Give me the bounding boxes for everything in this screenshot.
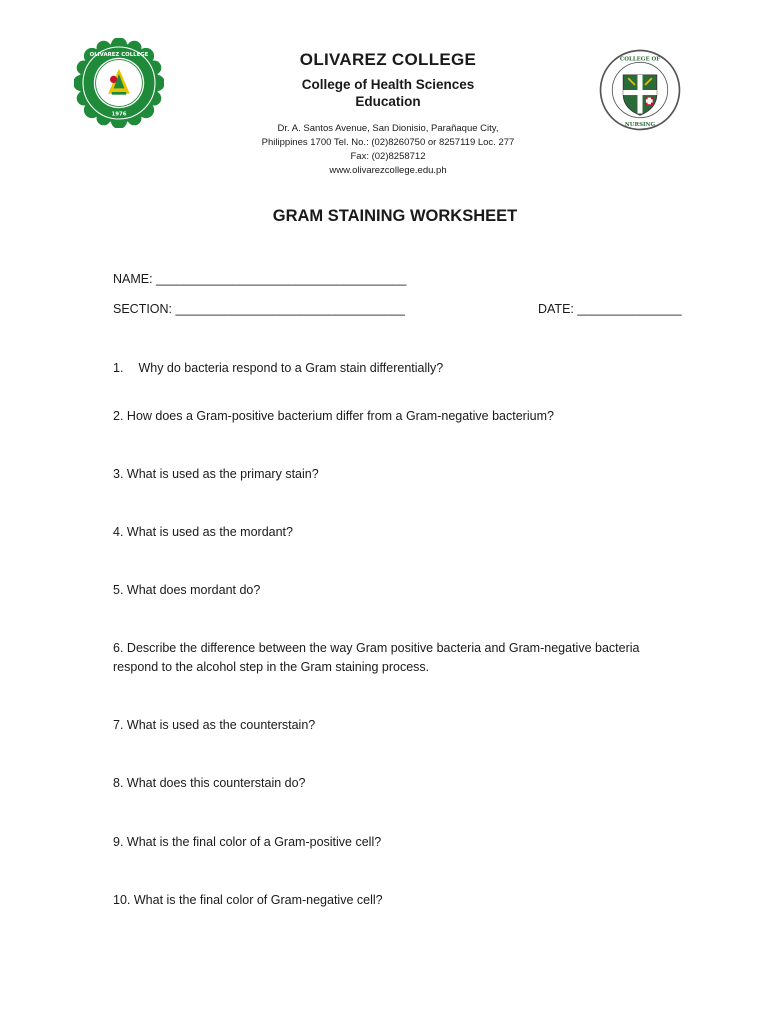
question-8 (113, 774, 673, 793)
question-3 (113, 465, 673, 484)
question-text: What does this counterstain do? (126, 776, 306, 790)
question-number: 8. (113, 776, 124, 790)
question-text: What is the final color of Gram-negative cell? (133, 893, 383, 907)
question-text: Describe the difference between the way Gram positive bacteria and Gram-negative bacteria respond to the alcohol step in the Gram staining process. (113, 641, 640, 674)
question-text: What is used as the counterstain? (126, 718, 316, 732)
question-1 (113, 359, 673, 378)
address-block (188, 122, 588, 178)
address-line-2: Philippines 1700 Tel. No.: (02)8260750 or 8257119 Loc. 277 (261, 137, 515, 148)
question-text: How does a Gram-positive bacterium differ from a Gram-negative bacterium? (126, 409, 554, 423)
address-line-4: www.olivarezcollege.edu.ph (329, 165, 447, 176)
address-line-3: Fax: (02)8258712 (350, 151, 426, 162)
question-number: 7. (113, 718, 124, 732)
question-number: 6. (113, 641, 124, 655)
question-10 (113, 891, 673, 910)
question-number: 10. (113, 893, 131, 907)
question-6 (113, 639, 673, 677)
question-number: 1. (113, 361, 124, 375)
seal-year: 1976 (111, 111, 127, 118)
date-field[interactable]: DATE: _______________ (538, 302, 682, 316)
college-of-nursing-seal-icon (598, 48, 682, 132)
question-5 (113, 581, 673, 600)
address-line-1: Dr. A. Santos Avenue, San Dionisio, Parañaque City, (277, 123, 499, 134)
question-number: 3. (113, 467, 124, 481)
section-field[interactable]: SECTION: _________________________________ (113, 302, 405, 316)
question-text: What does mordant do? (126, 583, 261, 597)
question-text: What is the final color of a Gram-positive cell? (126, 835, 382, 849)
seal-top-text: COLLEGE OF (619, 56, 661, 63)
question-number: 9. (113, 835, 124, 849)
question-text: What is used as the mordant? (126, 525, 293, 539)
question-7 (113, 716, 673, 735)
letterhead (188, 50, 588, 178)
college-name: OLIVAREZ COLLEGE (299, 50, 477, 69)
seal-text: OLIVAREZ COLLEGE (89, 52, 149, 58)
college-department (188, 77, 588, 110)
seal-bottom-text: NURSING (624, 122, 656, 129)
question-number: 5. (113, 583, 124, 597)
question-text: Why do bacteria respond to a Gram stain differentially? (138, 361, 444, 375)
olivarez-college-seal-icon (74, 38, 164, 128)
question-number: 2. (113, 409, 124, 423)
question-9 (113, 833, 673, 852)
name-field[interactable]: NAME: ____________________________________ (113, 272, 407, 286)
question-number: 4. (113, 525, 124, 539)
department-line-1: College of Health Sciences (301, 77, 475, 92)
department-line-2: Education (355, 93, 421, 109)
question-2 (113, 407, 673, 426)
worksheet-title: GRAM STAINING WORKSHEET (272, 207, 518, 225)
question-4 (113, 523, 673, 542)
question-text: What is used as the primary stain? (126, 467, 319, 481)
